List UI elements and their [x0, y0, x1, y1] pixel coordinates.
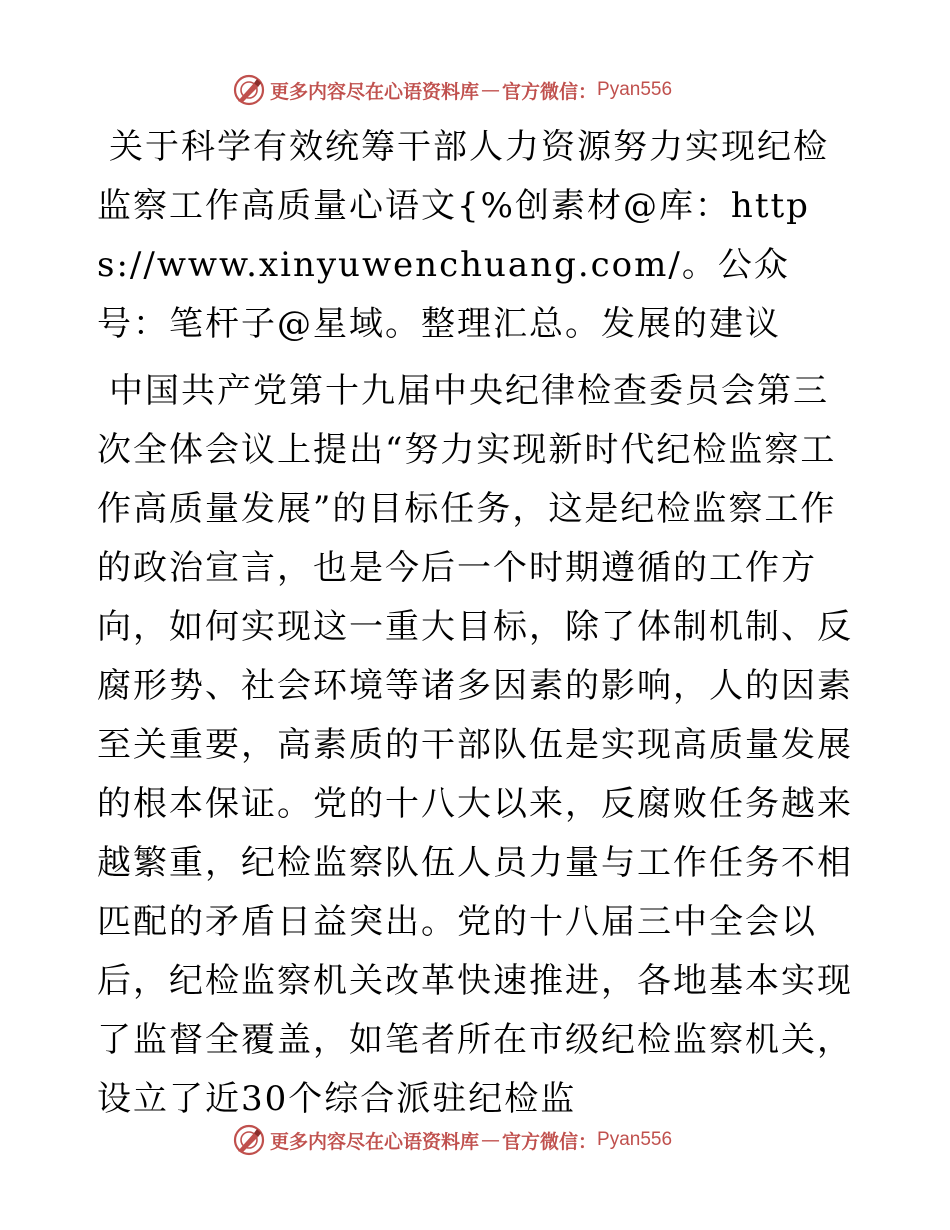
- watermark-text: 更多内容尽在心语资料库: [270, 80, 480, 103]
- watermark-separator: —: [481, 1129, 501, 1151]
- pen-logo-icon: [232, 1123, 266, 1157]
- pen-logo-icon: [232, 73, 266, 107]
- header-watermark: [232, 70, 672, 110]
- document-paragraph: 中国共产党第十九届中央纪律检查委员会第三次全体会议上提出“努力实现新时代纪检监察工作高质量发展”的目标任务，这是纪检监察工作的政治宣言，也是今后一个时期遵循的工作方向，如何实现这一重大目标，除了体制机制、反腐形势、社会环境等诸多因素的影响，人的因素至关重要，高素质的干部队伍是实现高质量发展的根本保证。党的十八大以来，反腐败任务越来越繁重，纪检监察队伍人员力量与工作任务不相匹配的矛盾日益突出。党的十八届三中全会以后，纪检监察机关改革快速推进，各地基本实现了监督全覆盖，如笔者所在市级纪检监察机关，设立了近30个综合派驻纪检监: [97, 371, 853, 1119]
- watermark-contact-id: Pyan556: [597, 79, 673, 100]
- paragraph-gap: [97, 354, 857, 362]
- watermark-text: 更多内容尽在心语资料库: [270, 1130, 480, 1153]
- document-title: 关于科学有效统筹干部人力资源努力实现纪检监察工作高质量心语文{%创素材@库：https://www.xinyuwenchuang.com/。公众号：笔杆子@星域。整理汇总。发展的建议: [97, 127, 829, 344]
- watermark-separator: —: [481, 79, 501, 101]
- watermark-contact-id: Pyan556: [597, 1129, 673, 1150]
- document-body: [97, 118, 857, 1129]
- watermark-contact-label: 官方微信：: [502, 1130, 598, 1153]
- footer-watermark: [232, 1120, 672, 1160]
- watermark-contact-label: 官方微信：: [502, 80, 598, 103]
